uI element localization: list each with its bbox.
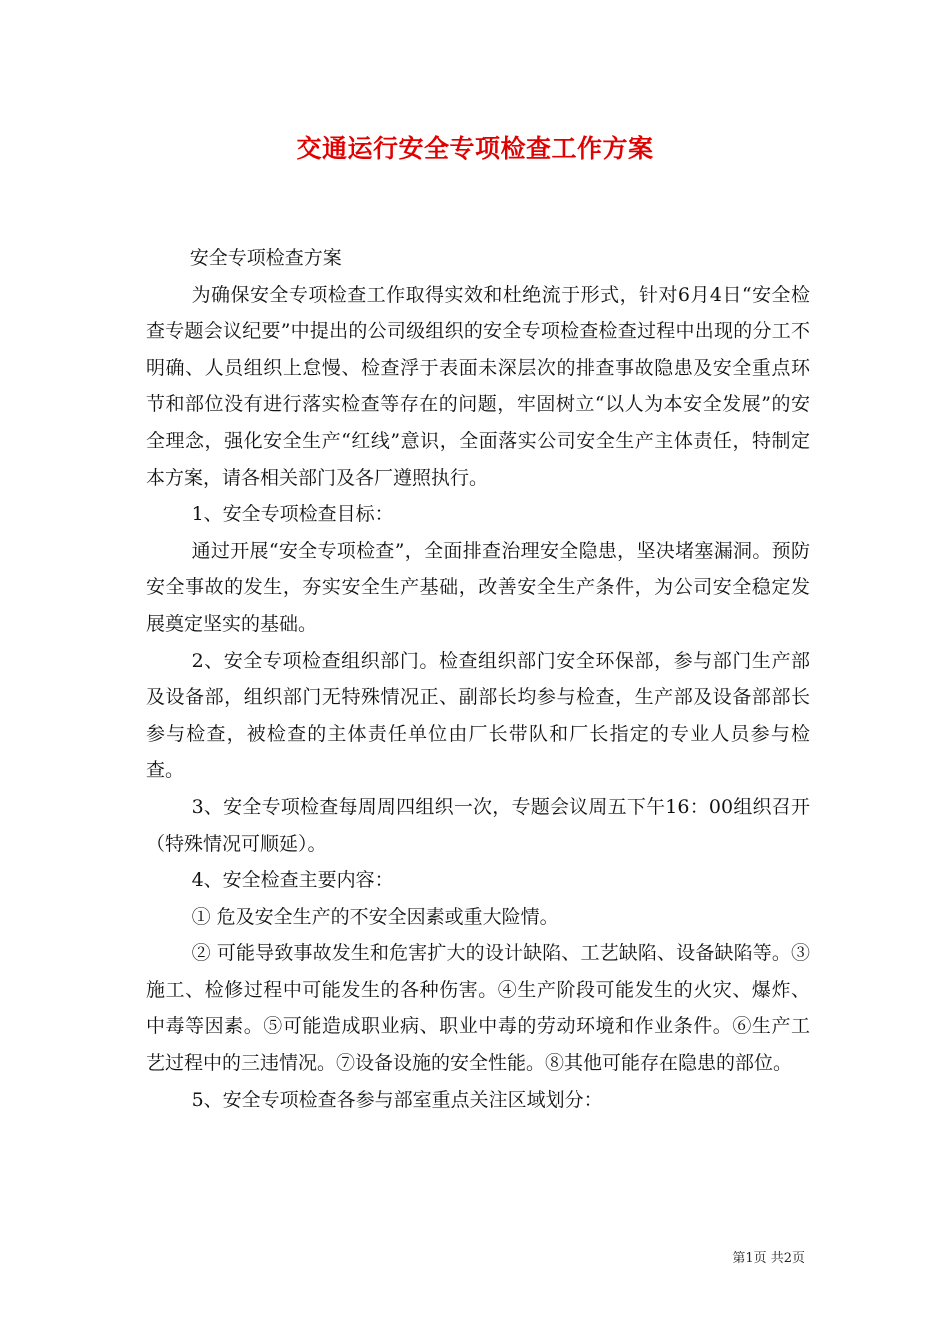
item-4-points-2-8: ② 可能导致事故发生和危害扩大的设计缺陷、工艺缺陷、设备缺陷等。③施工、检修过程中可能发生的各种伤害。④生产阶段可能发生的火灾、爆炸、中毒等因素。⑤可能造成职业病、职业中毒的劳动环境和作业条件。⑥生产工艺过程中的三违情况。⑦设备设施的安全性能。⑧其他可能存在隐患的部位。 — [146, 942, 810, 1075]
item-1-paragraph: 通过开展“安全专项检查”，全面排查治理安全隐患，坚决堵塞漏洞。预防安全事故的发生，夯实安全生产基础，改善安全生产条件，为公司安全稳定发展奠定坚实的基础。 — [146, 539, 810, 635]
intro-paragraph: 为确保安全专项检查工作取得实效和杜绝流于形式，针对6月4日“安全检查专题会议纪要”中提出的公司级组织的安全专项检查检查过程中出现的分工不明确、人员组织上怠慢、检查浮于表面未深层次的排查事故隐患及安全重点环节和部位没有进行落实检查等存在的问题，牢固树立“以人为本安全发展”的安全理念，强化安全生产“红线”意识，全面落实公司安全生产主体责任，特制定本方案，请各相关部门及各厂遵照执行。 — [146, 283, 810, 489]
item-1-heading: 1、安全专项检查目标： — [191, 503, 394, 526]
item-2-paragraph: 2、安全专项检查组织部门。检查组织部门安全环保部，参与部门生产部及设备部，组织部门无特殊情况正、副部长均参与检查，生产部及设备部部长参与检查，被检查的主体责任单位由厂长带队和厂长指定的专业人员参与检查。 — [146, 649, 810, 782]
item-4-point-1: ① 危及安全生产的不安全因素或重大险情。 — [191, 905, 559, 928]
item-3-paragraph: 3、安全专项检查每周周四组织一次，专题会议周五下午16：00组织召开（特殊情况可顺延）。 — [146, 795, 810, 855]
document-body — [146, 240, 810, 1118]
section-heading: 安全专项检查方案 — [189, 247, 342, 269]
item-4-heading: 4、安全检查主要内容： — [191, 869, 394, 892]
document-title: 交通运行安全专项检查工作方案 — [296, 134, 654, 163]
item-5-heading: 5、安全专项检查各参与部室重点关注区域划分： — [191, 1088, 603, 1111]
page-number: 第1页 共2页 — [732, 1251, 805, 1266]
